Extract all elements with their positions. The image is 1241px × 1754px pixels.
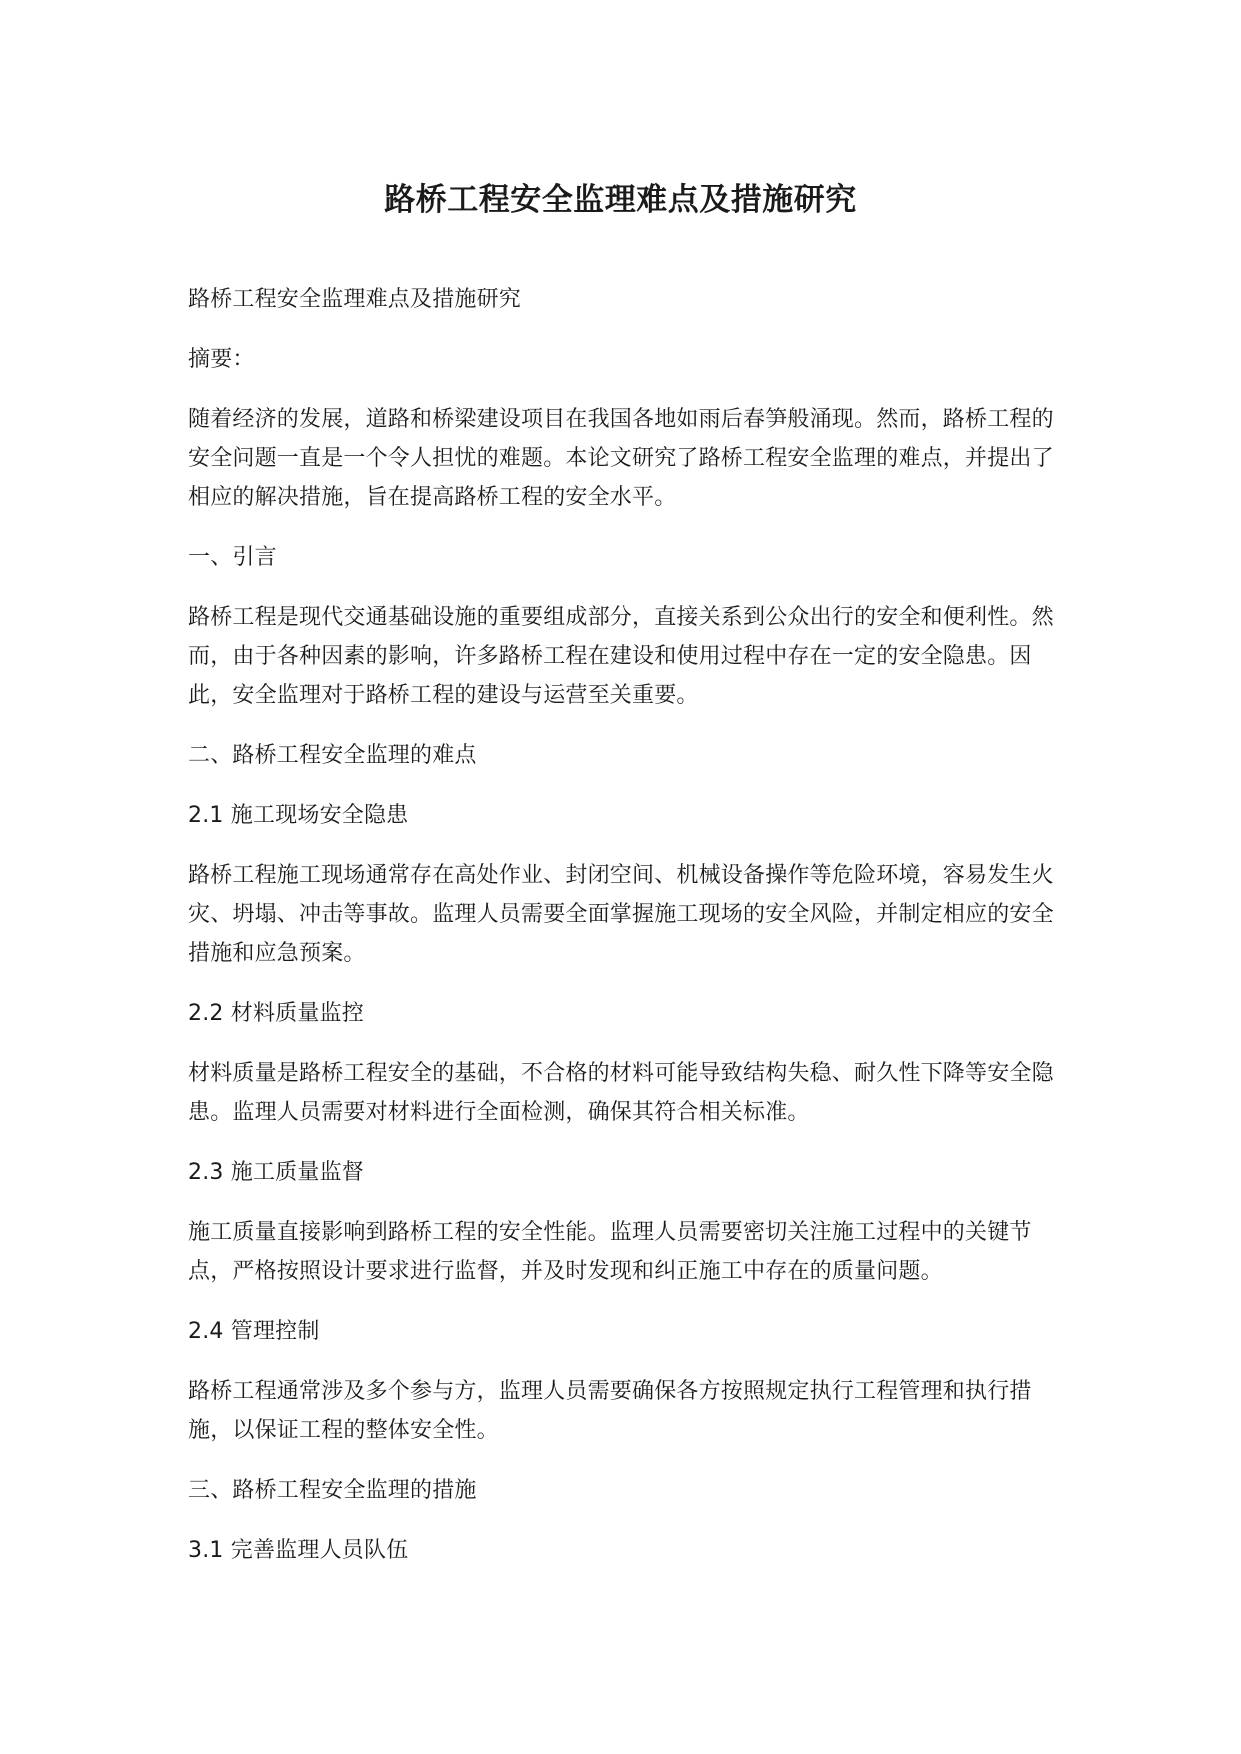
introduction-paragraph: 路桥工程是现代交通基础设施的重要组成部分，直接关系到公众出行的安全和便利性。然而，由于各种因素的影响，许多路桥工程在建设和使用过程中存在一定的安全隐患。因此，安全监理对于路桥工程的建设与运营至关重要。 xyxy=(188,605,1054,708)
subsection-heading-2-1: 2.1 施工现场安全隐患 xyxy=(188,803,409,828)
subtitle-paragraph: 路桥工程安全监理难点及措施研究 xyxy=(188,287,522,312)
subsection-heading-2-4: 2.4 管理控制 xyxy=(188,1319,320,1344)
section-heading-introduction: 一、引言 xyxy=(188,545,277,570)
paragraph-2-1: 路桥工程施工现场通常存在高处作业、封闭空间、机械设备操作等危险环境，容易发生火灾、坍塌、冲击等事故。监理人员需要全面掌握施工现场的安全风险，并制定相应的安全措施和应急预案。 xyxy=(188,863,1054,966)
subsection-heading-2-2: 2.2 材料质量监控 xyxy=(188,1001,364,1026)
section-heading-difficulties: 二、路桥工程安全监理的难点 xyxy=(188,743,477,768)
paragraph-2-4: 路桥工程通常涉及多个参与方，监理人员需要确保各方按照规定执行工程管理和执行措施，以保证工程的整体安全性。 xyxy=(188,1379,1032,1443)
abstract-paragraph: 随着经济的发展，道路和桥梁建设项目在我国各地如雨后春笋般涌现。然而，路桥工程的安全问题一直是一个令人担忧的难题。本论文研究了路桥工程安全监理的难点，并提出了相应的解决措施，旨在提高路桥工程的安全水平。 xyxy=(188,407,1054,510)
document-title: 路桥工程安全监理难点及措施研究 xyxy=(384,182,857,218)
subsection-heading-2-3: 2.3 施工质量监督 xyxy=(188,1160,364,1185)
paragraph-2-3: 施工质量直接影响到路桥工程的安全性能。监理人员需要密切关注施工过程中的关键节点，严格按照设计要求进行监督，并及时发现和纠正施工中存在的质量问题。 xyxy=(188,1220,1032,1284)
paragraph-2-2: 材料质量是路桥工程安全的基础，不合格的材料可能导致结构失稳、耐久性下降等安全隐患。监理人员需要对材料进行全面检测，确保其符合相关标准。 xyxy=(188,1061,1054,1125)
abstract-heading: 摘要： xyxy=(188,347,255,372)
document-body xyxy=(188,280,1068,1591)
section-heading-measures: 三、路桥工程安全监理的措施 xyxy=(188,1478,477,1503)
subsection-heading-3-1: 3.1 完善监理人员队伍 xyxy=(188,1538,409,1563)
